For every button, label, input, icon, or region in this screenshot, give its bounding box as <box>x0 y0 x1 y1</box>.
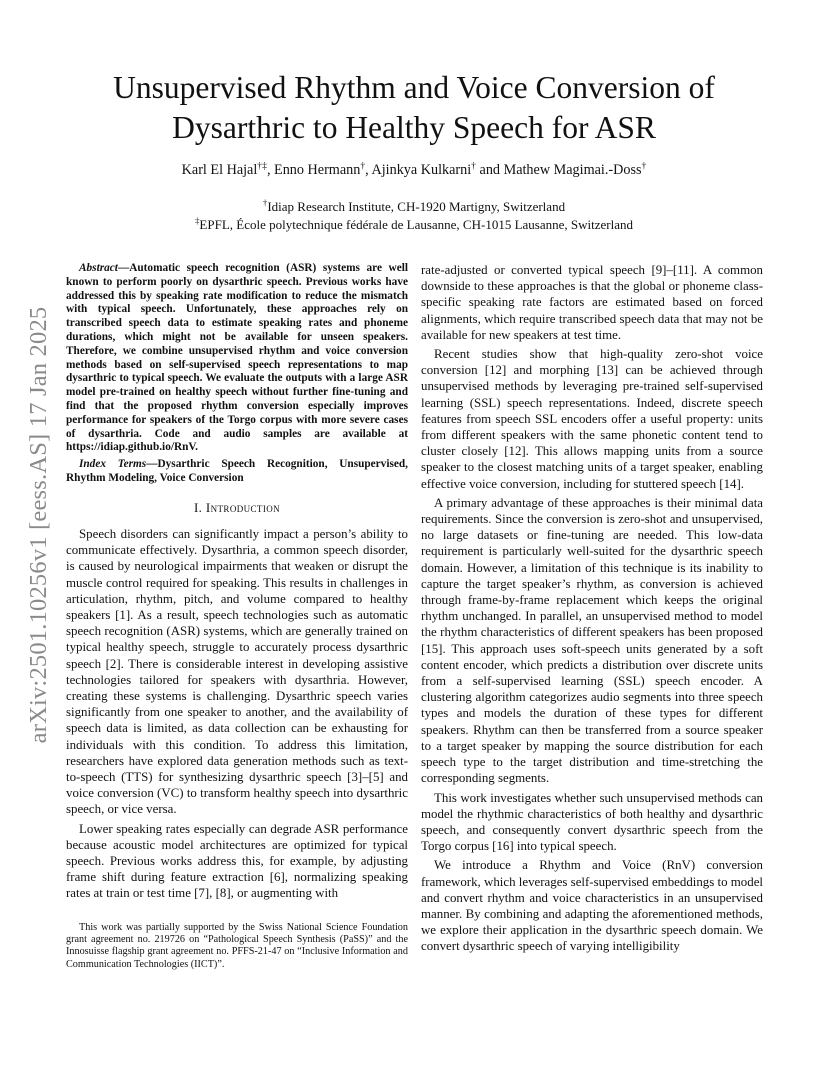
author-name: Enno Hermann <box>274 162 361 178</box>
affiliation-text: Idiap Research Institute, CH-1920 Martigny, Switzerland <box>267 199 566 214</box>
author-mark: † <box>471 160 476 172</box>
affiliation <box>0 198 828 216</box>
paper-title <box>0 68 828 148</box>
title-line-2: Dysarthric to Healthy Speech for ASR <box>172 110 656 145</box>
index-terms-text: —Dysarthric Speech Recognition, Unsupervised, Rhythm Modeling, Voice Conversion <box>66 458 408 484</box>
body-paragraph: A primary advantage of these approaches is their minimal data requirements. Since the conversion is zero-shot and unsupervised, no large datasets or fine-tuning are needed. This low-data requirement is particularly well-suited for the dysarthric speech domain. However, a limitation of this technique is its inability to capture the target speaker’s rhythm, as conversion is achieved through frame-by-frame replacement which keeps the original rhythm unchanged. In parallel, an unsupervised method to model the rhythm characteristics of different speakers has been proposed [15]. This approach uses soft-speech units generated by a soft content encoder, which predicts a distribution over discrete units from a self-supervised learning (SSL) speech encoder. A clustering algorithm categorizes audio segments into three speech types and models the duration of these types for different speakers. Rhythm can then be transferred from a source speaker to a target speaker by mapping the source distribution for each speech type to the target distribution and time-stretching the corresponding segments. <box>421 495 763 786</box>
author-name: Karl El Hajal <box>181 162 258 178</box>
left-column <box>66 262 408 905</box>
author-list <box>0 162 828 179</box>
footnote-text: This work was partially supported by the Swiss National Science Foundation grant agreement no. 219726 on “Pathological Speech Synthesis (PaSS)” and the Innosuisse flagship grant agreement no. PFFS-21-47 on “Inclusive Information and Communication Technologies (IICT)”. <box>66 922 408 970</box>
body-paragraph: We introduce a Rhythm and Voice (RnV) conversion framework, which leverages self-supervised embeddings to model and convert rhythm and voice characteristics in an unsupervised manner. By combining and adapting the aforementioned methods, we explore their application in the dysarthric speech domain. We convert dysarthric speech of varying intelligibility <box>421 858 763 954</box>
affiliation-text: EPFL, École polytechnique fédérale de Lausanne, CH-1015 Lausanne, Switzerland <box>199 217 633 232</box>
author-separator: , <box>266 162 275 178</box>
author-separator: and <box>475 162 504 178</box>
body-paragraph: rate-adjusted or converted typical speech [9]–[11]. A common downside to these approaches is that the global or phoneme class-specific speaking rate factors are estimated based on forced alignments, which require transcribed speech data that may not be available for new speakers at test time. <box>421 263 763 342</box>
author-name: Ajinkya Kulkarni <box>371 162 472 178</box>
abstract <box>66 262 408 455</box>
affiliation <box>0 216 828 234</box>
right-column <box>421 262 763 958</box>
body-paragraph: Recent studies show that high-quality zero-shot voice conversion [12] and morphing [13] can be achieved through unsupervised methods by leveraging pre-trained self-supervised learning (SSL) speech representations. Indeed, discrete speech features from speech SSL encoders offer a useful property: units from different speakers with the same phonetic content tend to cluster closely [12]. This allows mapping units from a source speaker to the closest matching units of a target speaker, enabling effective voice conversion, including for stuttered speech [14]. <box>421 347 763 491</box>
index-terms <box>66 458 408 486</box>
section-number: I. <box>193 500 203 515</box>
author-separator: , <box>365 162 372 178</box>
author-name: Mathew Magimai.-Doss <box>503 162 642 178</box>
author-mark: † <box>360 160 366 172</box>
title-line-1: Unsupervised Rhythm and Voice Conversion of <box>113 70 715 105</box>
arxiv-stamp-text: arXiv:2501.10256v1 [eess.AS] 17 Jan 2025 <box>25 306 52 744</box>
section-title: Introduction <box>205 500 281 515</box>
footnote <box>66 922 408 971</box>
affiliation-mark: † <box>262 197 268 208</box>
body-paragraph: Lower speaking rates especially can degrade ASR performance because acoustic model architectures are optimized for typical speech. Previous works address this, for example, by adjusting frame shift during feature extraction [6], normalizing speaking rates at train or test time [7], [8], or augmenting with <box>66 821 408 901</box>
abstract-text: —Automatic speech recognition (ASR) systems are well known to perform poorly on dysarthric speech. Previous works have addressed this by speaking rate modification to reduce the mismatch with typical speech. Unfortunately, these approaches rely on transcribed speech data to estimate speaking rates and phoneme durations, which might not be available for unseen speakers. Therefore, we combine unsupervised rhythm and voice conversion methods based on self-supervised speech representations to map dysarthric to typical speech. We evaluate the outputs with a large ASR model pre-trained on healthy speech without further fine-tuning and find that the proposed rhythm conversion especially improves performance for speakers of the Torgo corpus with more severe cases of dysarthria. Code and audio samples are available at https://idiap.github.io/RnV. <box>66 262 408 454</box>
author-mark: †‡ <box>257 160 267 172</box>
section-heading <box>66 500 408 516</box>
affiliation-mark: ‡ <box>195 215 200 226</box>
arxiv-stamp <box>22 280 56 770</box>
body-paragraph: This work investigates whether such unsupervised methods can model the rhythmic characteristics of both healthy and dysarthric speech, and consequently convert dysarthric speech from the Torgo corpus [16] into typical speech. <box>421 790 763 854</box>
index-terms-label: Index Terms <box>79 458 147 471</box>
body-paragraph: Speech disorders can significantly impact a person’s ability to communicate effectively. Dysarthria, a common speech disorder, is caused by neurological impairments that weaken or disrupt the muscle control required for speaking. This results in challenges in articulation, rhythm, pitch, and volume compared to healthy speakers [1]. As a result, speech technologies such as automatic speech recognition (ASR) systems, which are generally trained on typical healthy speech, struggle to accurately process dysarthric speech [2]. There is considerable interest in developing assistive technologies tailored for speakers with dysarthria. However, creating these systems is challenging. Dysarthric speech varies significantly from one speaker to another, and the availability of speech data is limited, as data collection can be exhausting for individuals with this condition. To address this limitation, researchers have explored data generation methods such as text-to-speech (TTS) for synthesizing dysarthric speech [3]–[5] and voice conversion (VC) to transform healthy speech into dysarthric speech, or vice versa. <box>66 526 408 817</box>
abstract-label: Abstract <box>79 262 118 274</box>
affiliations <box>0 198 828 234</box>
author-mark: † <box>641 160 647 172</box>
